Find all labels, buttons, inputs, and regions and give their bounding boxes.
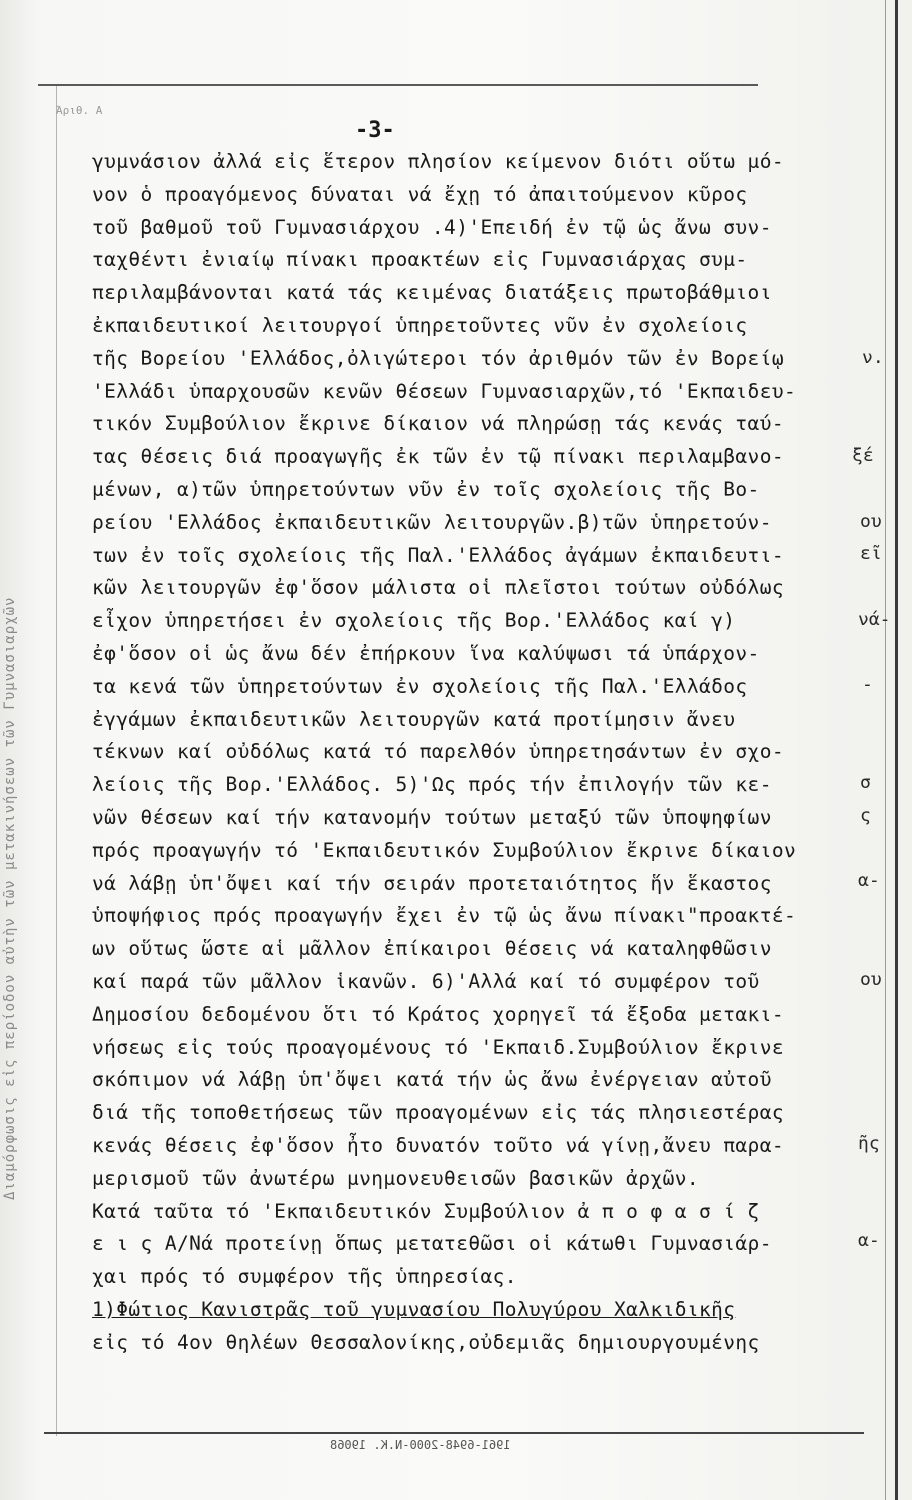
typed-body-text xyxy=(92,146,852,1359)
margin-note: ου xyxy=(860,511,882,532)
margin-note: εῖ xyxy=(860,543,882,564)
margin-note: α- xyxy=(858,870,880,891)
margin-note: α- xyxy=(858,1230,880,1251)
margin-note: ξέ xyxy=(852,445,874,466)
printer-footer-mirrored: 1961-6948-2000-Ν.Κ. 19068 xyxy=(330,1438,511,1452)
text-line: τῆς Βορείου 'Ελλάδος,ὀλιγώτεροι τόν ἀριθμόν τῶν ἐν Βορείῳ xyxy=(92,346,784,370)
text-line: ἐφ'ὅσον οἱ ὡς ἄνω δέν ἐπήρκουν ἵνα καλύψωσι τά ὑπάρχον- xyxy=(92,641,760,665)
text-line-underlined: 1)Φώτιος Κανιστρᾶς τοῦ γυμνασίου Πολυγύρου Χαλκιδικῆς xyxy=(92,1297,736,1321)
margin-note: ν. xyxy=(862,347,884,368)
page-number: -3- xyxy=(355,118,395,143)
text-line: ὑποψήφιος πρός προαγωγήν ἔχει ἐν τῷ ὡς ἄνω πίνακι"προακτέ- xyxy=(92,904,797,928)
text-line: νῶν θέσεων καί τήν κατανομήν τούτων μεταξύ τῶν ὑποψηφίων xyxy=(92,805,772,829)
text-line: Δημοσίου δεδομένου ὅτι τό Κράτος χορηγεῖ τά ἔξοδα μετακι- xyxy=(92,1002,784,1026)
text-line: κῶν λειτουργῶν ἐφ'ὅσον μάλιστα οἱ πλεῖστοι τούτων οὐδόλως xyxy=(92,576,784,600)
margin-note: ῆς xyxy=(858,1133,880,1154)
margin-note: σ xyxy=(860,772,871,793)
text-line: τας θέσεις διά προαγωγῆς ἐκ τῶν ἐν τῷ πίνακι περιλαμβανο- xyxy=(92,445,784,469)
text-line: γυμνάσιον ἀλλά εἰς ἕτερον πλησίον κείμενον διότι οὕτω μό- xyxy=(92,150,784,173)
margin-note: ου xyxy=(860,969,882,990)
page-edge-line xyxy=(885,0,886,1500)
text-line: λείοις τῆς Βορ.'Ελλάδος. 5)'Ως πρός τήν ἐπιλογήν τῶν κε- xyxy=(92,773,772,797)
page-edge-shadow xyxy=(895,0,898,1500)
text-line: χαι πρός τό συμφέρον τῆς ὑπηρεσίας. xyxy=(92,1265,517,1289)
text-line: πρός προαγωγήν τό 'Εκπαιδευτικόν Συμβούλιον ἔκρινε δίκαιον xyxy=(92,838,797,862)
corner-label: Άριθ. Α xyxy=(56,104,103,117)
text-line: ων οὕτως ὥστε αἱ μᾶλλον ἐπίκαιροι θέσεις νά καταληφθῶσιν xyxy=(92,937,772,961)
text-line: ε ι ς Α/Νά προτείνῃ ὅπως μετατεθῶσι οἱ κάτωθι Γυμνασιάρ- xyxy=(92,1232,772,1256)
text-line: εἰς τό 4ον θηλέων Θεσσαλονίκης,οὐδεμιᾶς δημιουργουμένης xyxy=(92,1330,760,1354)
text-line: ἐγγάμων ἐκπαιδευτικῶν λειτουργῶν κατά προτίμησιν ἄνευ xyxy=(92,707,736,731)
text-line: τικόν Συμβούλιον ἔκρινε δίκαιον νά πληρώσῃ τάς κενάς ταύ- xyxy=(92,412,784,436)
text-line: τοῦ βαθμοῦ τοῦ Γυμνασιάρχου .4)'Επειδή ἐν τῷ ὡς ἄνω συν- xyxy=(92,215,772,239)
bottom-rule xyxy=(44,1432,864,1434)
text-line: ταχθέντι ἐνιαίῳ πίνακι προακτέων εἰς Γυμνασιάρχας συμ- xyxy=(92,248,748,272)
text-line: ἐκπαιδευτικοί λειτουργοί ὑπηρετοῦντες νῦν ἐν σχολείοις xyxy=(92,313,748,337)
text-line: μερισμοῦ τῶν ἀνωτέρω μνημονευθεισῶν βασικῶν ἀρχῶν. xyxy=(92,1166,699,1190)
left-margin-rule xyxy=(56,86,57,1436)
text-line: νον ὁ προαγόμενος δύναται νά ἔχῃ τό ἀπαιτούμενον κῦρος xyxy=(92,182,748,206)
text-line: των ἐν τοῖς σχολείοις τῆς Παλ.'Ελλάδος ἀγάμων ἐκπαιδευτι- xyxy=(92,543,784,567)
margin-note: νά- xyxy=(858,609,891,630)
text-line: νά λάβῃ ὑπ'ὄψει καί τήν σειράν προτεταιότητος ἥν ἕκαστος xyxy=(92,871,772,895)
top-rule xyxy=(38,84,758,86)
text-line: τα κενά τῶν ὑπηρετούντων ἐν σχολείοις τῆς Παλ.'Ελλάδος xyxy=(92,674,748,698)
text-line: περιλαμβάνονται κατά τάς κειμένας διατάξεις πρωτοβάθμιοι xyxy=(92,281,772,305)
margin-note: ς xyxy=(860,805,871,826)
side-vertical-text: Διαμόρφωσις εἰς περίοδον αὐτὴν τῶν μετακινήσεων τῶν Γυμνασιαρχῶν xyxy=(2,596,18,1200)
text-line: Κατά ταῦτα τό 'Εκπαιδευτικόν Συμβούλιον ἀ π ο φ α σ ί ζ xyxy=(92,1199,760,1223)
text-line: διά τῆς τοποθετήσεως τῶν προαγομένων εἰς τάς πλησιεστέρας xyxy=(92,1101,784,1125)
text-line: ρείου 'Ελλάδος ἐκπαιδευτικῶν λειτουργῶν.β)τῶν ὑπηρετούν- xyxy=(92,510,772,534)
text-line: καί παρά τῶν μᾶλλον ἱκανῶν. 6)'Αλλά καί τό συμφέρον τοῦ xyxy=(92,969,760,993)
text-line: σκόπιμον νά λάβῃ ὑπ'ὄψει κατά τήν ὡς ἄνω ἐνέργειαν αὐτοῦ xyxy=(92,1068,772,1092)
margin-note: - xyxy=(862,674,873,695)
text-line: εἶχον ὑπηρετήσει ἐν σχολείοις τῆς Βορ.'Ελλάδος καί γ) xyxy=(92,609,736,633)
text-line: κενάς θέσεις ἐφ'ὅσον ἦτο δυνατόν τοῦτο νά γίνῃ,ἄνευ παρα- xyxy=(92,1133,784,1157)
text-line: μένων, α)τῶν ὑπηρετούντων νῦν ἐν τοῖς σχολείοις τῆς Βο- xyxy=(92,477,760,501)
text-line: τέκνων καί οὐδόλως κατά τό παρελθόν ὑπηρετησάντων ἐν σχο- xyxy=(92,740,784,764)
text-line: 'Ελλάδι ὑπαρχουσῶν κενῶν θέσεων Γυμνασιαρχῶν,τό 'Εκπαιδευ- xyxy=(92,379,797,403)
text-line: νήσεως εἰς τούς προαγομένους τό 'Εκπαιδ.Συμβούλιον ἔκρινε xyxy=(92,1035,784,1059)
